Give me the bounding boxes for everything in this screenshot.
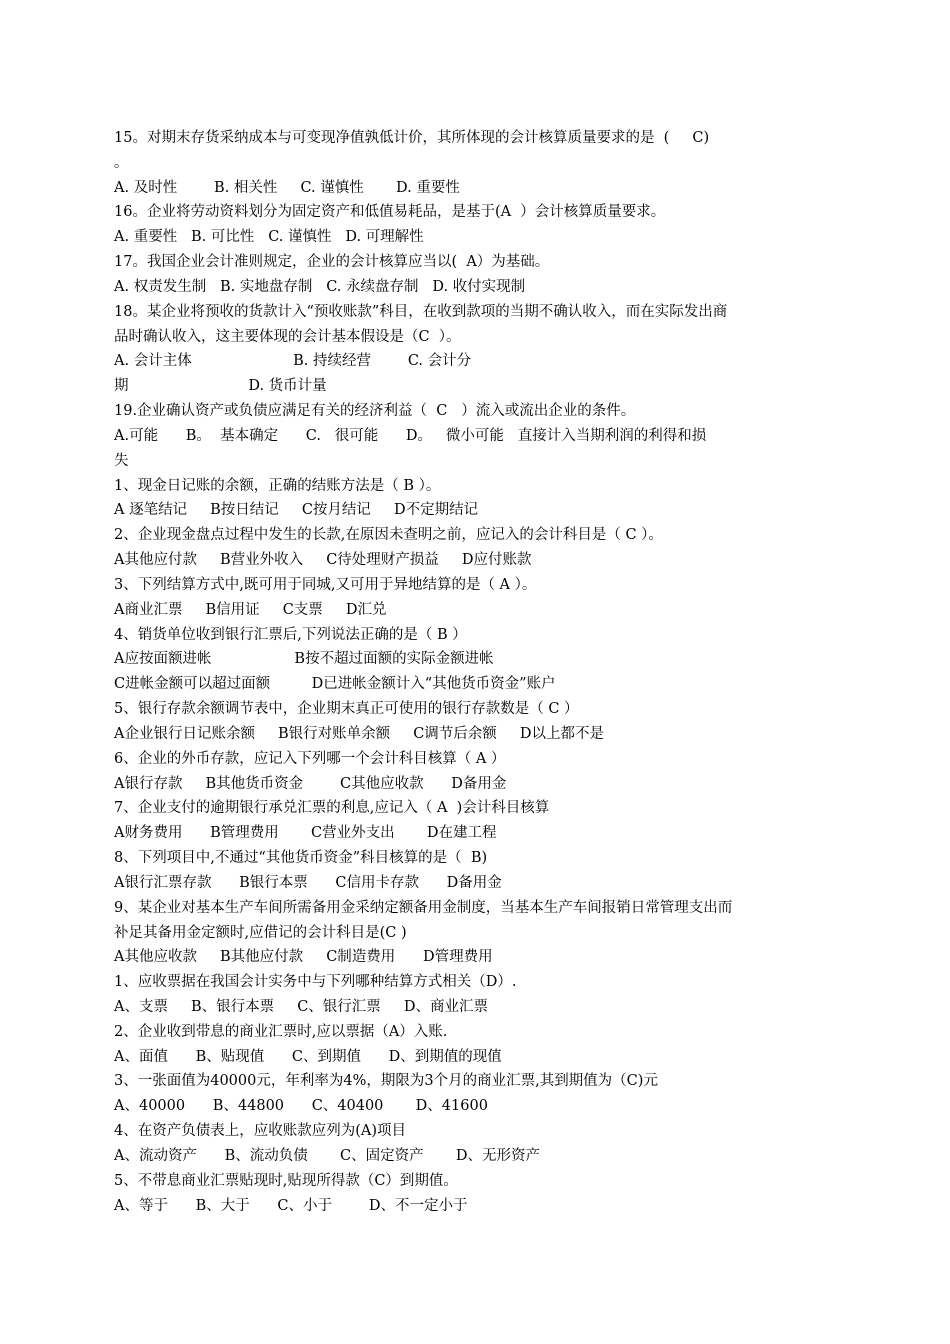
text-line: 4、在资产负债表上，应收账款应列为(A)项目 <box>114 1123 407 1140</box>
text-line: 8、下列项目中,不通过“其他货币资金”科目核算的是（ B) <box>114 850 488 867</box>
text-line: A. 权责发生制 B. 实地盘存制 C. 永续盘存制 D. 收付实现制 <box>114 278 526 295</box>
text-line: A银行汇票存款 B银行本票 C信用卡存款 D备用金 <box>114 874 502 891</box>
text-line: 1、现金日记账的余额，正确的结账方法是（ B ）。 <box>114 477 441 494</box>
text-line: 。 <box>114 154 129 171</box>
text-line: 16。企业将劳动资料划分为固定资产和低值易耗品，是基于(A ）会计核算质量要求。 <box>114 204 666 221</box>
text-line: 9、某企业对基本生产车间所需备用金采纳定额备用金制度，当基本生产车间报销日常管理支出而 <box>114 899 733 916</box>
text-line: 18。某企业将预收的货款计入“预收账款”科目，在收到款项的当期不确认收入，而在实际发出商 <box>114 303 728 320</box>
text-line: A财务费用 B管理费用 C营业外支出 D在建工程 <box>114 825 497 842</box>
text-line: A 逐笔结记 B按日结记 C按月结记 D不定期结记 <box>114 502 479 519</box>
text-line: A. 重要性 B. 可比性 C. 谨慎性 D. 可理解性 <box>114 229 424 246</box>
text-line: A、支票 B、银行本票 C、银行汇票 D、商业汇票 <box>114 998 488 1015</box>
text-line: C进帐金额可以超过面额 D已进帐金额计入“其他货币资金”账户 <box>114 676 556 693</box>
text-line: 2、企业现金盘点过程中发生的长款,在原因未查明之前，应记入的会计科目是（ C ）。 <box>114 527 663 544</box>
text-line: 2、企业收到带息的商业汇票时,应以票据（A）入账. <box>114 1023 448 1040</box>
text-line: 19.企业确认资产或负债应满足有关的经济利益（ C ）流入或流出企业的条件。 <box>114 403 636 420</box>
document-body <box>114 126 834 1218</box>
text-line: A、40000 B、44800 C、40400 D、41600 <box>114 1098 488 1115</box>
text-line: A银行存款 B其他货币资金 C其他应收款 D备用金 <box>114 775 507 792</box>
text-line: A商业汇票 B信用证 C支票 D汇兑 <box>114 601 387 618</box>
text-line: 补足其备用金定额时,应借记的会计科目是(C ) <box>114 924 407 941</box>
text-line: A. 会计主体 B. 持续经营 C. 会计分 <box>114 353 472 370</box>
text-line: 4、销货单位收到银行汇票后,下列说法正确的是（ B ） <box>114 626 467 643</box>
text-line: 15。对期末存货采纳成本与可变现净值孰低计价，其所体现的会计核算质量要求的是 ( C) <box>114 130 710 146</box>
text-line: 7、企业支付的逾期银行承兑汇票的利息,应记入（ A )会计科目核算 <box>114 800 550 817</box>
text-line: A、面值 B、贴现值 C、到期值 D、到期值的现值 <box>114 1048 502 1065</box>
text-line: A应按面额进帐 B按不超过面额的实际金额进帐 <box>114 651 494 668</box>
text-line: A. 及时性 B. 相关性 C. 谨慎性 D. 重要性 <box>114 179 460 196</box>
text-line: 6、企业的外币存款，应记入下列哪一个会计科目核算（ A ） <box>114 750 506 767</box>
text-line: A、等于 B、大于 C、小于 D、不一定小于 <box>114 1197 468 1214</box>
text-line: 5、银行存款余额调节表中，企业期末真正可使用的银行存款数是（ C ） <box>114 701 579 718</box>
text-line: 3、一张面值为40000元，年利率为4%，期限为3个月的商业汇票,其到期值为（C)元 <box>114 1073 658 1090</box>
text-line: 期 D. 货币计量 <box>114 378 327 395</box>
text-line: 1、应收票据在我国会计实务中与下列哪种结算方式相关（D）. <box>114 974 517 991</box>
text-line: A企业银行日记账余额 B银行对账单余额 C调节后余额 D以上都不是 <box>114 725 604 742</box>
text-line: 3、下列结算方式中,既可用于同城,又可用于异地结算的是（ A ）。 <box>114 576 537 593</box>
text-line: A其他应付款 B营业外收入 C待处理财产损益 D应付账款 <box>114 552 532 569</box>
text-line: 17。我国企业会计准则规定，企业的会计核算应当以( A）为基础。 <box>114 254 550 271</box>
text-line: A.可能 B。 基本确定 C. 很可能 D。 微小可能 直接计入当期利润的利得和损 <box>114 427 707 444</box>
text-line: A其他应收款 B其他应付款 C制造费用 D管理费用 <box>114 949 493 966</box>
text-line: 品时确认收入，这主要体现的会计基本假设是（C ）。 <box>114 328 461 345</box>
text-line: 5、不带息商业汇票贴现时,贴现所得款（C）到期值。 <box>114 1172 458 1189</box>
text-line: A、流动资产 B、流动负债 C、固定资产 D、无形资产 <box>114 1147 541 1164</box>
text-line: 失 <box>114 452 129 469</box>
